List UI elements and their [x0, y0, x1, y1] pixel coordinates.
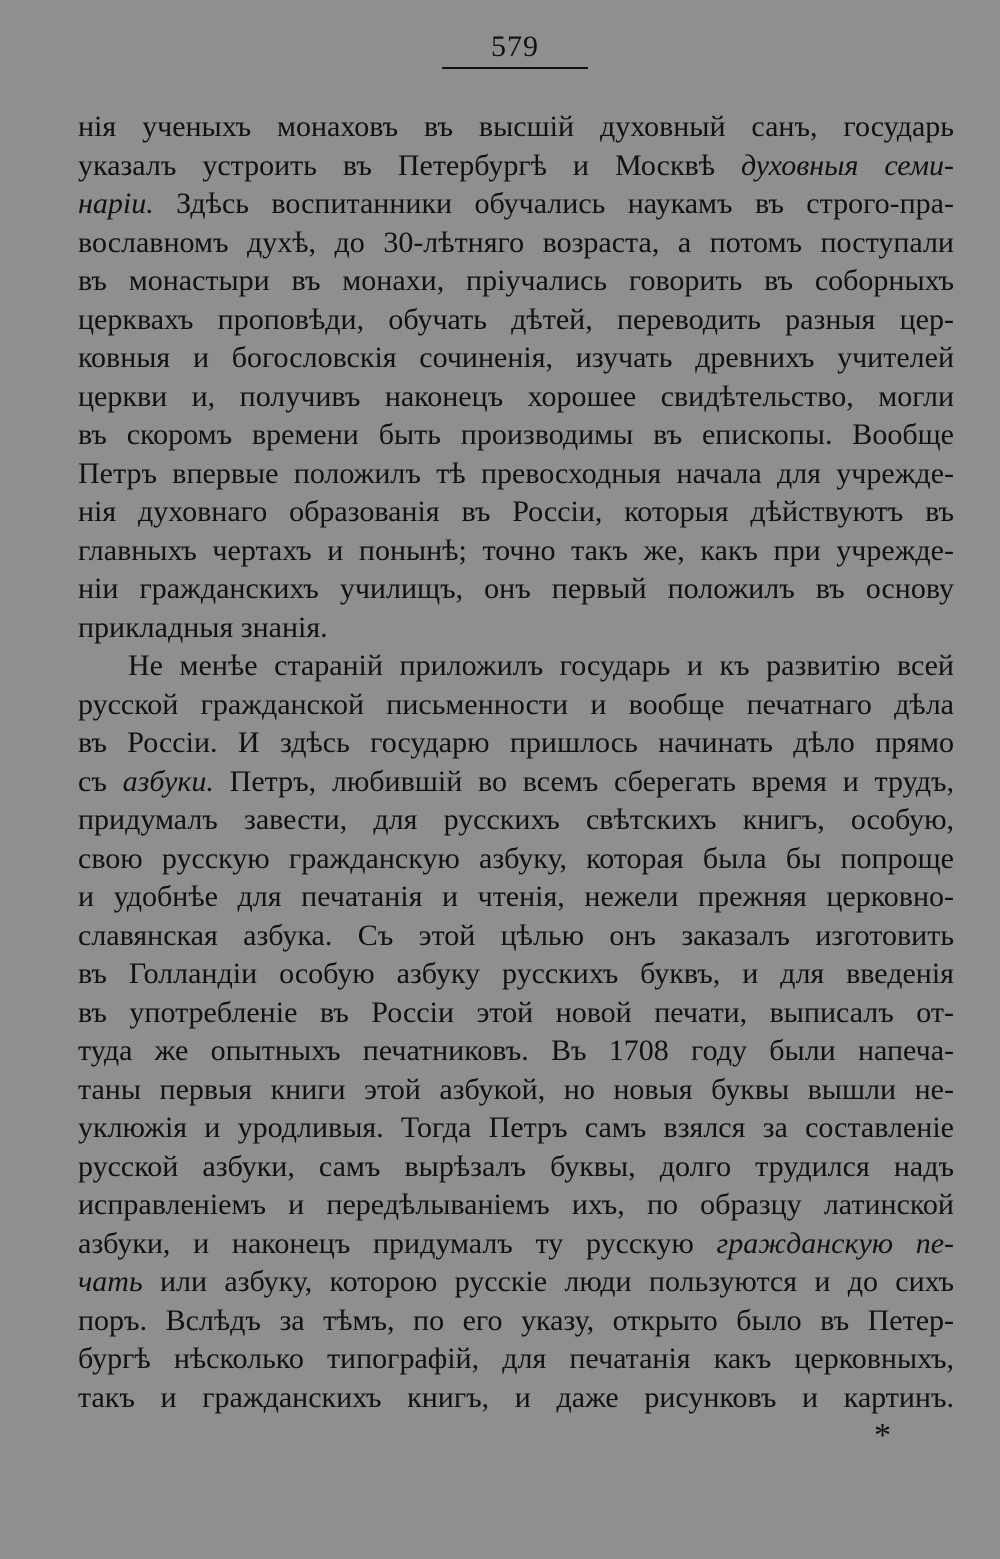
text-run: Не менѣе стараній приложилъ государь и къ развитію всей	[128, 649, 954, 682]
text-line	[78, 724, 954, 762]
text-run: уклюжія и уродливыя. Тогда Петръ самъ взялся за составленіе	[78, 1111, 954, 1144]
text-run: нія ученыхъ монаховъ въ высшій духовный санъ, государь	[78, 110, 954, 143]
text-run: славянская азбука. Съ этой цѣлью онъ заказалъ изготовить	[78, 918, 954, 952]
text-run: прикладныя знанія.	[78, 610, 328, 644]
text-run: Петръ, любившій во всемъ сберегать время и трудъ,	[213, 764, 955, 798]
text-line	[78, 1186, 954, 1224]
text-line	[78, 994, 954, 1032]
page-number: 579	[491, 30, 539, 63]
text-run: церквахъ проповѣди, обучать дѣтей, переводить разныя цер-	[78, 302, 954, 336]
text-line	[78, 378, 954, 416]
text-line	[78, 1148, 954, 1186]
text-run: исправленіемъ и передѣлываніемъ ихъ, по образцу латинской	[78, 1188, 954, 1221]
text-run: въ употребленіе въ Россіи этой новой печати, выписалъ от-	[78, 995, 954, 1029]
text-run: и удобнѣе для печатанія и чтенія, нежели прежняя церковно-	[78, 880, 954, 913]
text-run: главныхъ чертахъ и понынѣ; точно такъ же, какъ при учрежде-	[78, 533, 954, 567]
text-line	[78, 493, 954, 531]
page-number-rule	[442, 67, 588, 69]
text-line	[78, 532, 954, 570]
text-run: придумалъ завести, для русскихъ свѣтскихъ книгъ, особую,	[78, 803, 954, 836]
text-line	[78, 1302, 954, 1340]
text-run: въ Россіи. И здѣсь государю пришлось начинать дѣло прямо	[78, 726, 954, 759]
text-run: бургѣ нѣсколько типографій, для печатанія какъ церковныхъ,	[78, 1342, 954, 1375]
text-line	[78, 1071, 954, 1109]
text-run: въ Голландіи особую азбуку русскихъ буквъ, и для введенія	[78, 957, 954, 990]
text-run: русской гражданской письменности и вообще печатнаго дѣла	[78, 687, 954, 721]
text-run: Петръ впервые положилъ тѣ превосходныя начала для учрежде-	[78, 456, 954, 490]
text-line	[78, 1225, 954, 1263]
text-run: Здѣсь воспитанники обучались наукамъ въ строго-пра-	[153, 187, 954, 220]
text-run: въ монастыри въ монахи, пріучались говорить въ соборныхъ	[78, 264, 954, 297]
text-run: церкви и, получивъ наконецъ хорошее свидѣтельство, могли	[78, 379, 954, 413]
text-run: свою русскую гражданскую азбуку, которая была бы попроще	[78, 841, 954, 875]
text-run: ковныя и богословскія сочиненія, изучать древнихъ учителей	[78, 341, 954, 374]
text-line	[78, 147, 954, 185]
text-line	[78, 339, 954, 377]
text-line	[78, 1032, 954, 1070]
text-line	[78, 955, 954, 993]
text-line	[78, 1109, 954, 1147]
text-run: ніи гражданскихъ училищъ, онъ первый положилъ въ основу	[78, 572, 954, 605]
text-run: указалъ устроить въ Петербургѣ и Москвѣ	[78, 148, 741, 182]
text-line	[78, 262, 954, 300]
italic-text: духовныя семи-	[740, 148, 955, 182]
text-line	[78, 224, 954, 262]
text-run: вославномъ духѣ, до 30-лѣтняго возраста, а потомъ поступали	[78, 225, 954, 259]
text-line	[78, 917, 954, 955]
italic-text: наріи.	[78, 187, 154, 220]
text-line	[78, 301, 954, 339]
text-run: туда же опытныхъ печатниковъ. Въ 1708 году были напеча-	[78, 1034, 954, 1067]
text-line	[78, 840, 954, 878]
text-line	[78, 686, 954, 724]
text-line	[78, 763, 954, 801]
text-line	[78, 416, 954, 454]
text-line	[78, 609, 954, 647]
text-run: или азбуку, которою русскіе люди пользуются и до сихъ	[142, 1265, 954, 1298]
text-line	[78, 570, 954, 608]
text-line	[78, 1340, 954, 1378]
text-run: нія духовнаго образованія въ Россіи, которыя дѣйствуютъ въ	[78, 495, 954, 528]
text-run: азбуки, и наконецъ придумалъ ту русскую	[78, 1226, 717, 1260]
text-run: поръ. Вслѣдъ за тѣмъ, по его указу, открыто было въ Петер-	[78, 1303, 954, 1337]
text-run: въ скоромъ времени быть производимы въ епископы. Вообще	[78, 418, 954, 451]
text-line	[128, 647, 954, 685]
signature-mark: *	[874, 1417, 891, 1454]
text-line	[78, 1263, 954, 1301]
text-line	[78, 455, 954, 493]
text-line	[78, 878, 954, 916]
text-line	[78, 108, 954, 146]
text-run: такъ и гражданскихъ книгъ, и даже рисунковъ и картинъ.	[78, 1380, 954, 1414]
text-line	[78, 1379, 954, 1417]
text-line	[78, 801, 954, 839]
text-run: съ	[78, 764, 123, 798]
italic-text: чать	[78, 1265, 143, 1298]
text-run: таны первыя книги этой азбукой, но новыя буквы вышли не-	[78, 1072, 954, 1106]
italic-text: гражданскую пе-	[716, 1226, 954, 1260]
text-run: русской азбуки, самъ вырѣзалъ буквы, долго трудился надъ	[78, 1149, 954, 1183]
text-line	[78, 185, 954, 223]
italic-text: азбуки.	[122, 764, 214, 798]
